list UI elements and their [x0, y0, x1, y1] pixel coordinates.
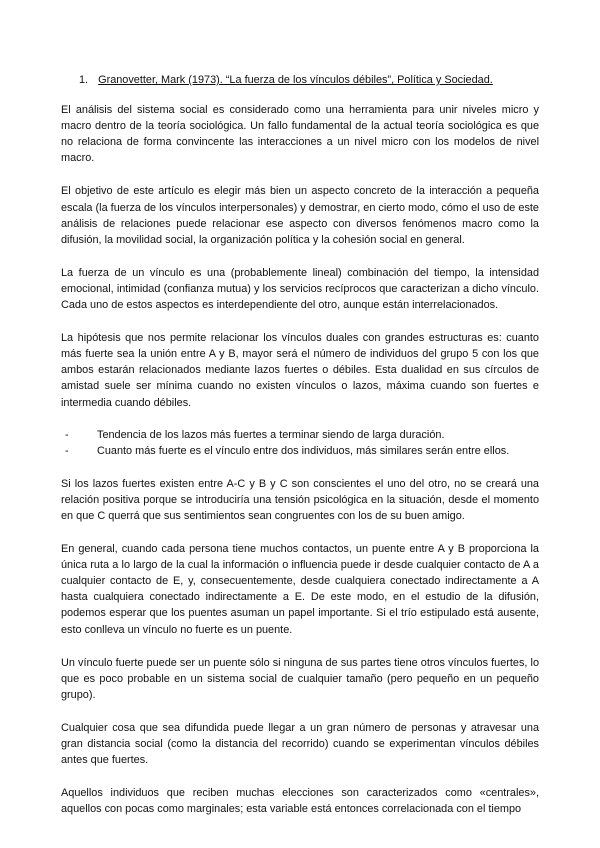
paragraph: Cualquier cosa que sea difundida puede llegar a un gran número de personas y atravesar una gran distancia social (como la distancia del recorrido) cuando se experimentan vínculos débiles antes que fuertes. — [61, 721, 539, 767]
paragraph: Un vínculo fuerte puede ser un puente sólo si ninguna de sus partes tiene otros vínculos fuertes, lo que es poco probable en un sistema social de cualquier tamaño (pero pequeño en un pequeño grupo). — [61, 656, 539, 701]
document-body — [61, 72, 539, 834]
bullet-item — [61, 427, 539, 443]
paragraph: El objetivo de este artículo es elegir más bien un aspecto concreto de la interacción a pequeña escala (la fuerza de los vínculos interpersonales) y demostrar, en cierto modo, cómo el uso de este análisis de relaciones puede relacionar ese aspecto con diversos fenómenos macro como la difusión, la movilidad social, la organización política y la cohesión social en general. — [61, 185, 539, 246]
paragraph: La fuerza de un vínculo es una (probablemente lineal) combinación del tiempo, la intensidad emocional, intimidad (confianza mutua) y los servicios recíprocos que caracterizan a dicho vínculo. Cada uno de estos aspectos es interdependiente del otro, aunque están interrelacionados. — [61, 266, 539, 312]
bullet-item — [61, 443, 539, 459]
section-heading — [79, 72, 539, 88]
paragraph: La hipótesis que nos permite relacionar los vínculos duales con grandes estructuras es: cuanto más fuerte sea la unión entre A y B, mayor será el número de individuos del grupo 5 con los que ambos estarán relacionados mediante lazos fuertes o débiles. Esta dualidad en sus círculos de amistad suele ser mínima cuando no existen vínculos o lazos, máxima cuando son fuertes e intermedia cuando débiles. — [61, 332, 539, 409]
paragraph: Aquellos individuos que reciben muchas elecciones son caracterizados como «centrales», aquellos con pocas como marginales; esta variable está entonces correlacionada con el tiempo — [61, 787, 539, 816]
paragraph: El análisis del sistema social es considerado como una herramienta para unir niveles micro y macro dentro de la teoría sociológica. Un fallo fundamental de la actual teoría sociológica es que no relaciona de forma convincente las interacciones a un nivel micro con los modelos de nivel macro. — [61, 104, 539, 165]
bullet-list — [61, 427, 539, 459]
bullet-marker: - — [65, 444, 69, 457]
heading-number: 1. — [79, 74, 89, 86]
bullet-text: Cuanto más fuerte es el vínculo entre dos individuos, más similares serán entre ellos. — [97, 444, 510, 457]
paragraph: Si los lazos fuertes existen entre A-C y B y C son conscientes el uno del otro, no se creará una relación positiva porque se introduciría una tensión psicológica en la situación, desde el momento en que C querrá que sus sentimientos sean congruentes con los de su buen amigo. — [61, 477, 539, 522]
heading-title: Granovetter, Mark (1973). “La fuerza de los vínculos débiles”, Política y Sociedad. — [98, 74, 493, 86]
bullet-text: Tendencia de los lazos más fuertes a terminar siendo de larga duración. — [97, 428, 445, 441]
paragraph: En general, cuando cada persona tiene muchos contactos, un puente entre A y B proporciona la única ruta a lo largo de la cual la información o influencia puede ir desde cualquier contacto de A a cualquier contacto de E, y, consecuentemente, desde cualquiera conectado indirectamente a A hasta cualquiera conectado indirectamente a E. De este modo, en el estudio de la difusión, podemos esperar que los puentes asuman un papel importante. Si el trío estipulado está ausente, esto conlleva un vínculo no fuerte es un puente. — [61, 543, 539, 636]
bullet-marker: - — [65, 428, 69, 441]
